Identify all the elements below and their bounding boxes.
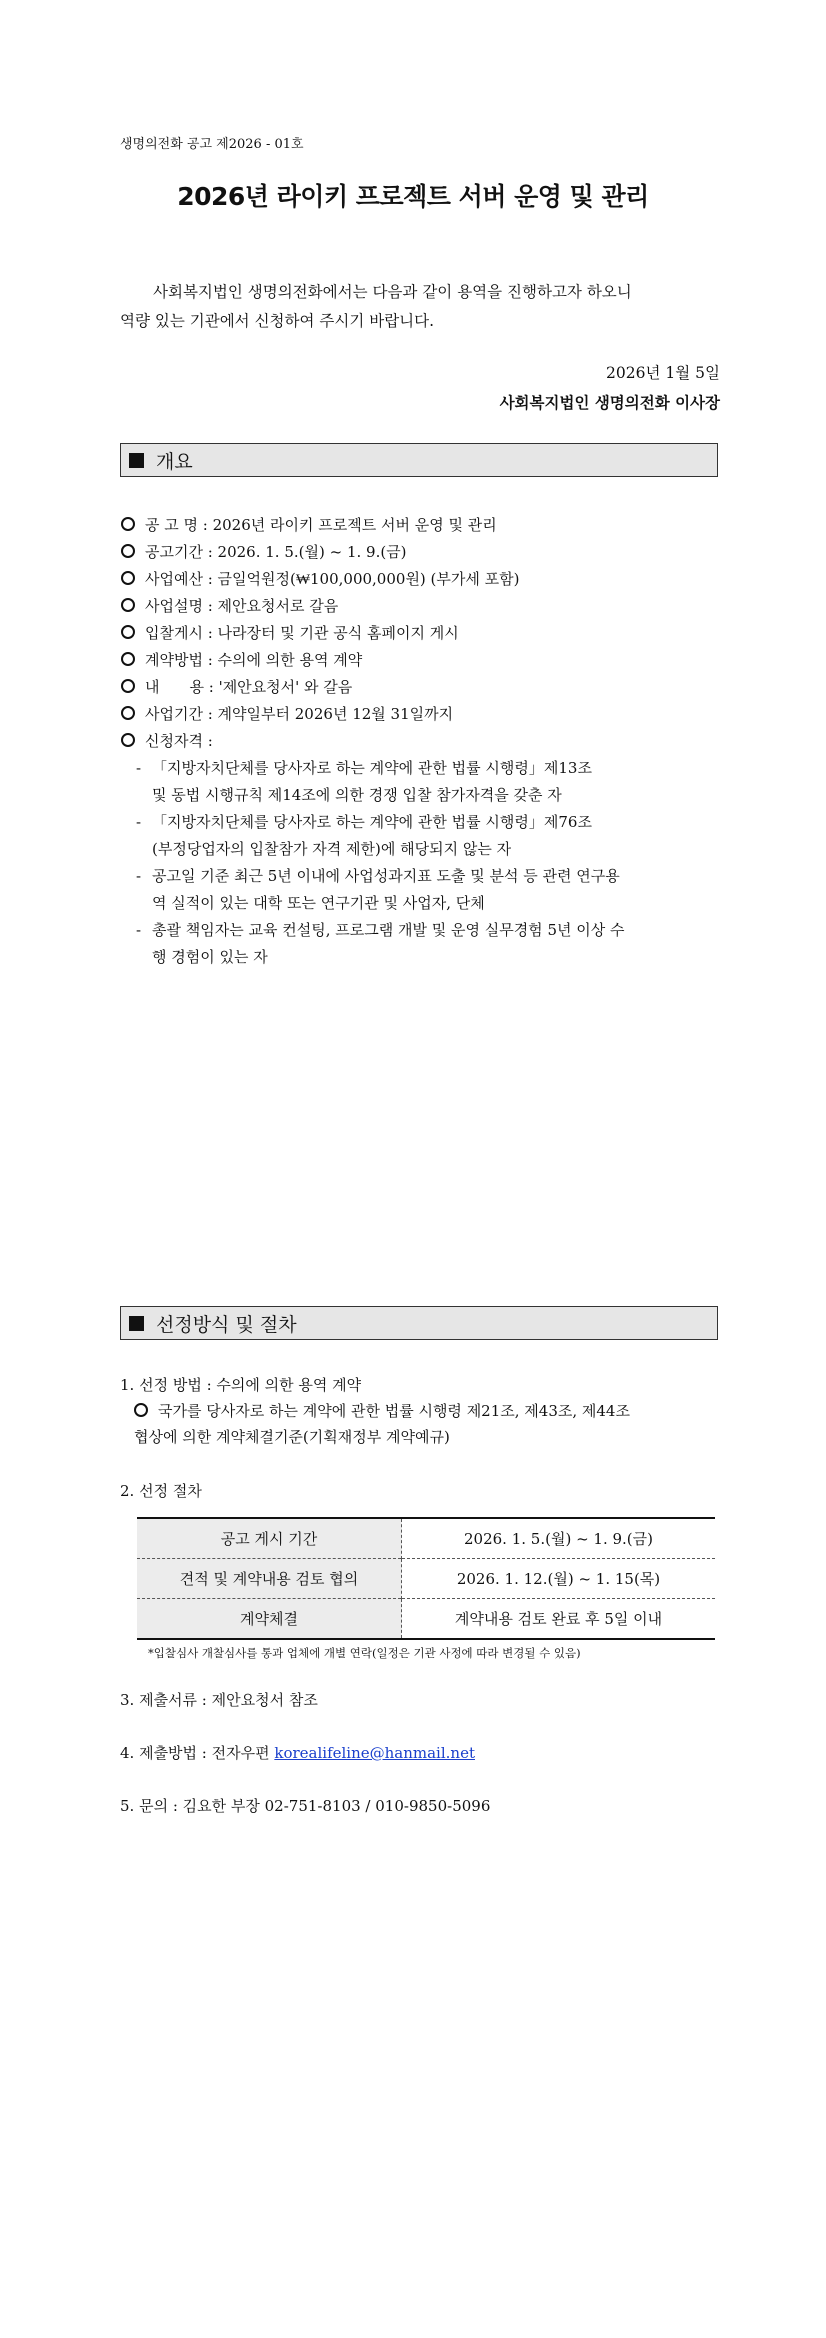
section-heading-overview [120,443,718,477]
email-link[interactable]: korealifeline@hanmail.net [274,1744,475,1762]
contact-info: 5. 문의 : 김요한 부장 02-751-8103 / 010-9850-5096 [120,1797,491,1815]
circle-bullet-icon [134,1403,148,1417]
overview-list [120,512,720,971]
method-detail [120,1398,730,1424]
circle-bullet-icon [121,544,135,558]
qualification-line: 「지방자치단체를 당사자로 하는 계약에 관한 법률 시행령」제76조 [152,813,592,831]
page-title: 2026년 라이키 프로젝트 서버 운영 및 관리 [177,182,649,211]
overview-item-text: 사업예산 : 금일억원정(₩100,000,000원) (부가세 포함) [145,570,520,588]
table-label: 견적 및 계약내용 검토 협의 [137,1559,402,1599]
overview-item [120,593,720,620]
table-label: 계약체결 [137,1599,402,1640]
overview-item-text: 공고기간 : 2026. 1. 5.(월) ~ 1. 9.(금) [145,543,407,561]
circle-bullet-icon [121,679,135,693]
overview-item [120,539,720,566]
section-heading-selection [120,1306,718,1340]
document-number: 생명의전화 공고 제2026 - 01호 [120,137,304,152]
intro-line-2: 역량 있는 기관에서 신청하여 주시기 바랍니다. [120,312,435,330]
qualification-line: 「지방자치단체를 당사자로 하는 계약에 관한 법률 시행령」제13조 [152,759,592,777]
qualification-item: - 총괄 책임자는 교육 컨설팅, 프로그램 개발 및 운영 실무경험 5년 이상 수 행 경험이 있는 자 [136,917,720,971]
submission-method [120,1742,730,1763]
selection-method [120,1372,730,1450]
table-value: 2026. 1. 12.(월) ~ 1. 15(목) [402,1559,716,1599]
overview-item [120,701,720,728]
overview-item [120,512,720,539]
intro-line-1: 사회복지법인 생명의전화에서는 다음과 같이 용역을 진행하고자 하오니 [153,283,632,301]
overview-item-text: 공 고 명 : 2026년 라이키 프로젝트 서버 운영 및 관리 [145,516,497,534]
qualification-list [120,755,720,971]
overview-item [120,728,720,755]
circle-bullet-icon [121,517,135,531]
announcement-date: 2026년 1월 5일 [606,364,720,382]
table-value: 계약내용 검토 완료 후 5일 이내 [402,1599,716,1640]
table-value: 2026. 1. 5.(월) ~ 1. 9.(금) [402,1518,716,1559]
submission-method-text: 4. 제출방법 : 전자우편 [120,1744,275,1762]
submission-documents: 3. 제출서류 : 제안요청서 참조 [120,1691,318,1709]
square-bullet-icon [129,453,144,468]
qualification-line: (부정당업자의 입찰참가 자격 제한)에 해당되지 않는 자 [152,840,512,858]
qualification-item: - 「지방자치단체를 당사자로 하는 계약에 관한 법률 시행령」제13조 및 동법 시행규칙 제14조에 의한 경쟁 입찰 참가자격을 갖춘 자 [136,755,720,809]
overview-item-text: 사업기간 : 계약일부터 2026년 12월 31일까지 [145,705,454,723]
method-line: 협상에 의한 계약체결기준(기획재정부 계약예규) [134,1428,450,1446]
qualification-line: 공고일 기준 최근 5년 이내에 사업성과지표 도출 및 분석 등 관련 연구용 [152,867,620,885]
qualification-item: - 공고일 기준 최근 5년 이내에 사업성과지표 도출 및 분석 등 관련 연구용 역 실적이 있는 대학 또는 연구기관 및 사업자, 단체 [136,863,720,917]
qualification-line: 총괄 책임자는 교육 컨설팅, 프로그램 개발 및 운영 실무경험 5년 이상 수 [152,921,625,939]
qualification-item: - 「지방자치단체를 당사자로 하는 계약에 관한 법률 시행령」제76조 (부정당업자의 입찰참가 자격 제한)에 해당되지 않는 자 [136,809,720,863]
table-label: 공고 게시 기간 [137,1518,402,1559]
method-title: 1. 선정 방법 : 수의에 의한 용역 계약 [120,1376,362,1394]
procedure-table [137,1517,715,1640]
square-bullet-icon [129,1316,144,1331]
procedure-title: 2. 선정 절차 [120,1482,202,1500]
circle-bullet-icon [121,652,135,666]
overview-item [120,566,720,593]
circle-bullet-icon [121,598,135,612]
qualification-line: 행 경험이 있는 자 [152,948,268,966]
table-row [137,1599,715,1640]
overview-item [120,647,720,674]
circle-bullet-icon [121,571,135,585]
qualification-line: 및 동법 시행규칙 제14조에 의한 경쟁 입찰 참가자격을 갖춘 자 [152,786,562,804]
overview-item-text: 신청자격 : [145,732,213,750]
table-row [137,1559,715,1599]
qualification-line: 역 실적이 있는 대학 또는 연구기관 및 사업자, 단체 [152,894,485,912]
method-line: 국가를 당사자로 하는 계약에 관한 법률 시행령 제21조, 제43조, 제44조 [158,1402,630,1420]
circle-bullet-icon [121,706,135,720]
overview-item-text: 입찰게시 : 나라장터 및 기관 공식 홈페이지 게시 [145,624,459,642]
procedure-note: *입찰심사 개찰심사를 통과 업체에 개별 연락(일정은 기관 사정에 따라 변경될 수 있음) [148,1646,581,1660]
circle-bullet-icon [121,625,135,639]
circle-bullet-icon [121,733,135,747]
intro-paragraph [120,278,720,336]
signer: 사회복지법인 생명의전화 이사장 [499,393,720,412]
overview-item [120,674,720,701]
overview-item-text: 내 용 : '제안요청서' 와 갈음 [145,678,353,696]
section-heading-text: 선정방식 및 절차 [156,1313,297,1336]
table-row [137,1518,715,1559]
overview-item [120,620,720,647]
overview-item-text: 사업설명 : 제안요청서로 갈음 [145,597,339,615]
overview-item-text: 계약방법 : 수의에 의한 용역 계약 [145,651,363,669]
section-heading-text: 개요 [156,450,193,473]
